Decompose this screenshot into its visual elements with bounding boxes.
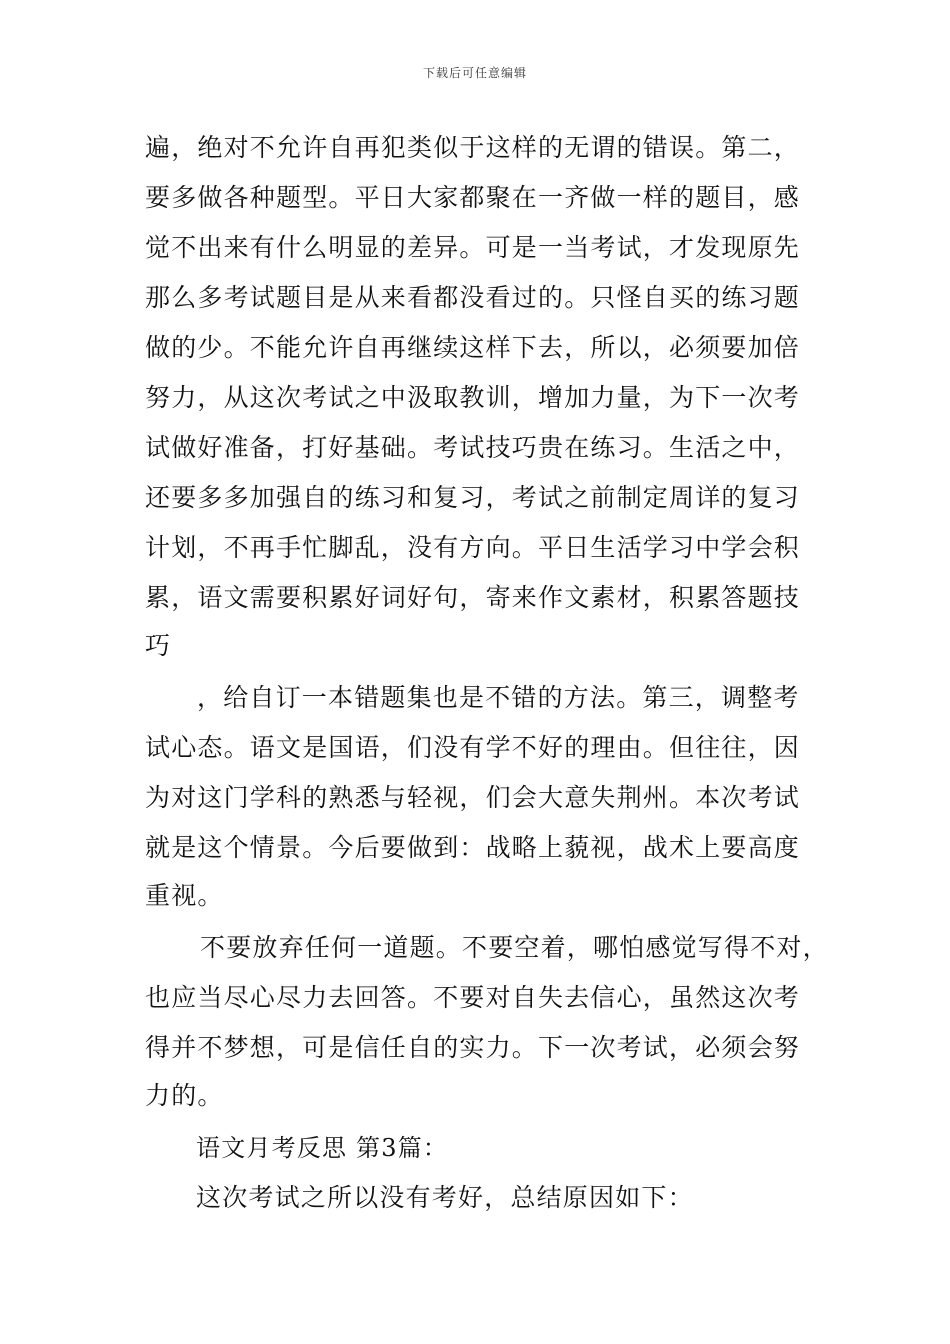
text-line-2: 要多做各种题型。平日大家都聚在一齐做一样的题目，感 xyxy=(145,183,801,212)
text-line-12: ，给自订一本错题集也是不错的方法。第三，调整考 xyxy=(197,683,800,712)
text-line-17: 不要放弃任何一道题。不要空着，哪怕感觉写得不对， xyxy=(200,933,829,962)
text-line-5: 做的少。不能允许自再继续这样下去，所以，必须要加倍 xyxy=(145,333,801,362)
text-line-20: 力的。 xyxy=(145,1081,224,1110)
text-line-4: 那么多考试题目是从来看都没看过的。只怪自买的练习题 xyxy=(145,283,801,312)
section-heading: 语文月考反思 第3篇： xyxy=(196,1134,449,1162)
text-line-1: 遍，绝对不允许自再犯类似于这样的无谓的错误。第二， xyxy=(145,133,801,162)
text-line-14: 为对这门学科的熟悉与轻视，们会大意失荆州。本次考试 xyxy=(145,783,801,812)
text-line-13: 试心态。语文是国语，们没有学不好的理由。但往往，因 xyxy=(145,733,801,762)
text-line-6: 努力，从这次考试之中汲取教训，增加力量，为下一次考 xyxy=(145,383,801,412)
text-line-9: 计划，不再手忙脚乱，没有方向。平日生活学习中学会积 xyxy=(145,533,801,562)
text-line-22: 这次考试之所以没有考好，总结原因如下： xyxy=(196,1183,694,1212)
text-line-3: 觉不出来有什么明显的差异。可是一当考试，才发现原先 xyxy=(145,233,801,262)
page-header: 下载后可任意编辑 xyxy=(422,66,527,80)
text-line-15: 就是这个情景。今后要做到：战略上藐视，战术上要高度 xyxy=(145,833,801,862)
text-line-16: 重视。 xyxy=(145,881,224,910)
text-line-11: 巧 xyxy=(145,631,172,660)
text-line-10: 累，语文需要积累好词好句，寄来作文素材，积累答题技 xyxy=(145,583,801,612)
text-line-19: 得并不梦想，可是信任自的实力。下一次考试，必须会努 xyxy=(145,1033,801,1062)
text-line-8: 还要多多加强自的练习和复习，考试之前制定周详的复习 xyxy=(145,483,801,512)
text-line-7: 试做好准备，打好基础。考试技巧贵在练习。生活之中， xyxy=(145,433,801,462)
text-line-18: 也应当尽心尽力去回答。不要对自失去信心，虽然这次考 xyxy=(145,983,801,1012)
